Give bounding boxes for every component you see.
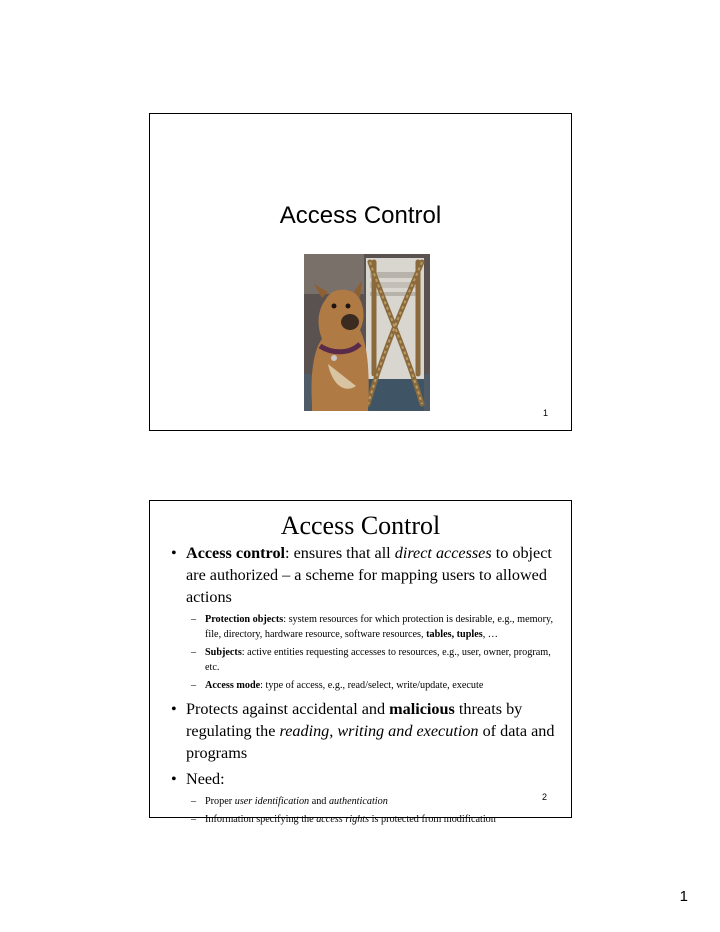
italic-term: direct accesses: [394, 544, 492, 562]
text: : active entities requesting accesses to resources, e.g., user, owner, program, etc.: [205, 647, 551, 673]
sub-bullet-subjects: – Subjects: active entities requesting accesses to resources, e.g., user, owner, program, etc.: [191, 647, 551, 673]
slide-1-title: Access Control: [279, 202, 442, 229]
text: : system resources for which protection is desirable, e.g., memory, file, directory, hardware resource, software resources,: [205, 614, 553, 640]
bold-term: Access mode: [205, 680, 261, 691]
bullet-need: • Need:: [171, 770, 225, 788]
bold-term: tables, tuples: [426, 629, 483, 640]
text: is protected from modification: [369, 814, 496, 825]
slide-1-number: 1: [542, 408, 548, 418]
sub-bullet-access-mode: – Access mode: type of access, e.g., read/select, write/update, execute: [191, 680, 484, 691]
text: : ensures that all: [285, 544, 395, 562]
bullet-access-control: • Access control: ensures that all direct accesses to object are authorized – a scheme for mapping users to allowed actions: [171, 544, 552, 606]
sub-bullet-identification: – Proper user identification and authentication: [191, 796, 388, 807]
bold-term: Access control: [186, 544, 286, 562]
bold-term: Subjects: [205, 647, 242, 658]
text: Need:: [186, 770, 225, 788]
text: Information specifying the: [205, 814, 317, 825]
italic-term: authentication: [328, 796, 388, 807]
slide-1: [149, 113, 572, 431]
text: and: [309, 796, 329, 807]
bullet-protects: • Protects against accidental and malicious threats by regulating the reading, writing and execution of data and programs: [171, 700, 555, 762]
text: : type of access, e.g., read/select, write/update, execute: [260, 680, 484, 691]
italic-term: access rights: [316, 814, 370, 825]
slide-2-number: 2: [541, 792, 547, 802]
text: threats by regulating the: [186, 700, 523, 740]
text: Proper: [205, 796, 235, 807]
slide-2: [149, 500, 572, 825]
italic-term: user identification: [234, 796, 310, 807]
sub-bullet-access-rights: – Information specifying the access rights is protected from modification: [191, 814, 496, 825]
sub-bullet-protection-objects: – Protection objects: system resources for which protection is desirable, e.g., memory, file, directory, hardware resource, software resources, tables, tuples, …: [191, 614, 553, 640]
text: of data and programs: [186, 722, 555, 762]
bold-term: malicious: [389, 700, 455, 718]
text: , …: [482, 629, 498, 640]
text: to object are authorized – a scheme for mapping users to allowed actions: [186, 544, 552, 606]
slide-2-title: Access Control: [280, 511, 441, 540]
page-number: 1: [679, 888, 688, 905]
bold-term: Protection objects: [205, 614, 284, 625]
slide-2-body: [169, 542, 557, 832]
italic-term: reading, writing and execution: [279, 722, 479, 740]
dog-and-chained-computer-photo: [304, 254, 430, 411]
text: Protects against accidental and: [186, 700, 390, 718]
